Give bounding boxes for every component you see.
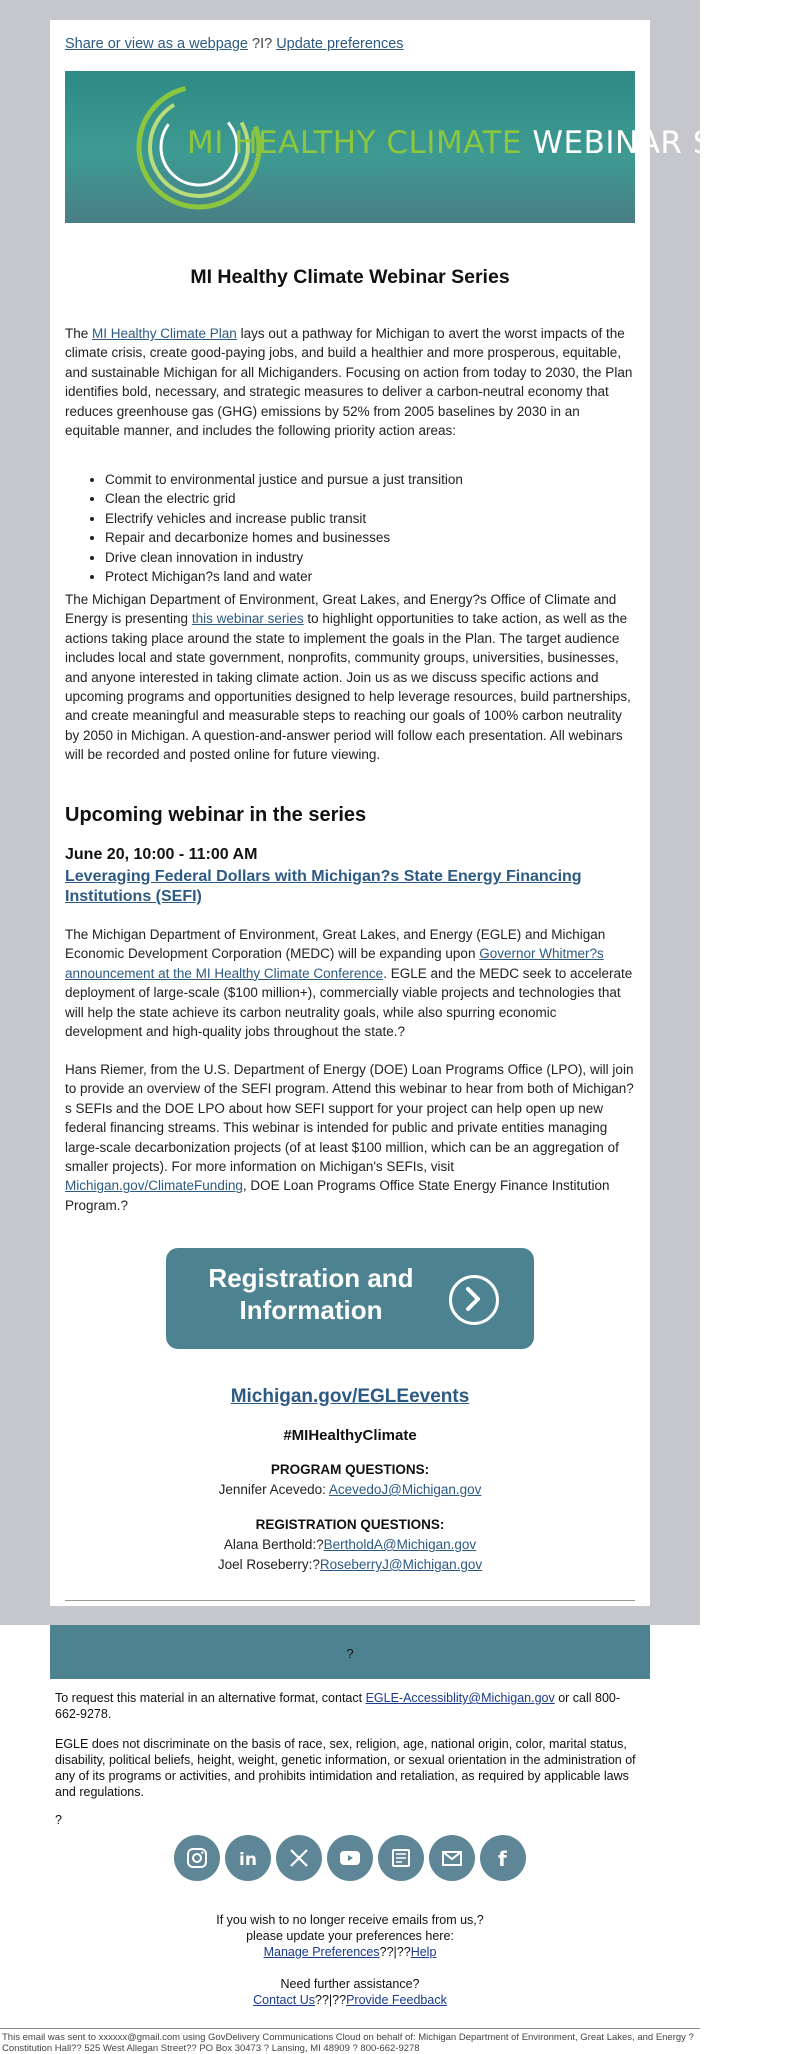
webinar-paragraph-2: Hans Riemer, from the U.S. Department of Energy (DOE) Loan Programs Office (LPO), will join to provide an overview of the SEFI program. Attend this webinar to hear from both of Michigan?s SEFIs and the DOE LPO about how SEFI support for your project can help open up new federal financing streams. This webinar is intended for public and private entities managing large-scale decarbonization projects (of at least $100 million, which can be an aggregation of smaller projects). For more information on Michigan's SEFIs, visit Michigan.gov/ClimateFunding, DOE Loan Programs Office State Energy Finance Institution Program.? [65, 1062, 634, 1213]
list-item: • Drive clean innovation in industry [105, 548, 645, 567]
accessibility-email-link[interactable]: EGLE-Accessiblity@Michigan.gov [365, 1691, 555, 1705]
webinar-date: June 20, 10:00 - 11:00 AM [65, 846, 258, 863]
list-item: • Protect Michigan?s land and water [105, 567, 645, 586]
instagram-icon[interactable] [174, 1835, 220, 1881]
svg-text:in: in [239, 1850, 257, 1870]
registration-questions-heading: REGISTRATION QUESTIONS: [255, 1517, 445, 1532]
intro-paragraph: The MI Healthy Climate Plan lays out a pathway for Michigan to avert the worst impacts of the climate crisis, create good-paying jobs, and build a healthier and more prosperous, equitable, and sustainable Michigan for all Michiganders. Focusing on action from today to 2030, the Plan identifies bold, necessary, and strategic measures to deliver a carbon-neutral economy that reduces greenhouse gas (GHG) emissions by 52% from 2005 baselines by 2030 in an equitable manner, and includes the following priority action areas: [65, 326, 633, 439]
help-link[interactable]: Help [410, 1945, 437, 1959]
list-item: • Repair and decarbonize homes and businesses [105, 528, 645, 547]
footer-band: ? [50, 1625, 650, 1679]
footer-divider [0, 2028, 700, 2029]
banner-title: MI HEALTHY CLIMATE WEBINAR SERIES [187, 125, 805, 161]
registration-contact-1: Alana Berthold:?BertholdA@Michigan.gov [223, 1537, 477, 1552]
sent-to-text: This email was sent to xxxxxx@gmail.com using GovDelivery Communications Cloud on behalf of: Michigan Department of Environment, Great Lakes, and Energy ? Constitution Hall?? 525 West Allegan Street?? PO Box 30473 ? Lansing, MI 48909 ? 800-662-9278 [2, 2032, 694, 2054]
unsubscribe-line-2: please update your preferences here: [246, 1929, 454, 1943]
plan-link[interactable]: MI Healthy Climate Plan [92, 326, 237, 341]
action-areas-list [65, 470, 645, 586]
svg-text:f: f [498, 1847, 507, 1871]
webinar-banner [65, 71, 805, 223]
registration-button[interactable] [166, 1248, 534, 1349]
email-card [50, 20, 805, 1606]
list-item: • Electrify vehicles and increase public transit [105, 509, 645, 528]
program-contact: Jennifer Acevedo: AcevedoJ@Michigan.gov [218, 1482, 482, 1497]
page-title: MI Healthy Climate Webinar Series [190, 266, 510, 288]
feedback-link[interactable]: Provide Feedback [346, 1993, 447, 2007]
alt-format-text: To request this material in an alternative format, contact EGLE-Accessiblity@Michigan.gov or call 800-662-9278. [55, 1691, 621, 1721]
webinar-title-link[interactable]: Leveraging Federal Dollars with Michigan?s State Energy Financing Institutions (SEFI) [65, 868, 582, 905]
share-webpage-link[interactable]: Share or view as a webpage [65, 36, 248, 52]
webinar-series-link[interactable]: this webinar series [191, 611, 304, 627]
series-paragraph: The Michigan Department of Environment, Great Lakes, and Energy?s Office of Climate and Energy is presenting this webinar series to highlight opportunities to take action, as well as the actions taking place around the state to implement the goals in the Plan. The target audience includes local and state government, nonprofits, community groups, universities, businesses, and anyone interested in taking climate action. Join us as we discuss specific actions and upcoming programs and opportunities designed to help leverage resources, build partnerships, and create meaningful and measurable steps to reaching our goals of 100% carbon neutrality by 2050 in Michigan. A question-and-answer period will follow each presentation. All webinars will be recorded and posted online for future viewing. [65, 592, 631, 763]
footer-stray: ? [55, 1813, 62, 1827]
unsubscribe-line-1: If you wish to no longer receive emails from us,? [216, 1913, 484, 1927]
contact-us-link[interactable]: Contact Us [253, 1993, 315, 2007]
hashtag: #MIHealthyClimate [283, 1427, 417, 1444]
assistance-links: Contact Us??|??Provide Feedback [253, 1993, 447, 2007]
email-icon[interactable] [429, 1835, 475, 1881]
preferences-links: Manage Preferences??|??Help [263, 1945, 437, 1959]
assistance-text: Need further assistance? [280, 1977, 420, 1991]
update-preferences-link[interactable]: Update preferences [276, 36, 404, 52]
list-item: • Commit to environmental justice and pursue a just transition [105, 470, 645, 489]
roseberry-email-link[interactable]: RoseberryJ@Michigan.gov [319, 1557, 483, 1572]
registration-button-label: Registration and Information [208, 1263, 414, 1325]
top-links [65, 36, 404, 52]
linkedin-icon[interactable] [225, 1835, 271, 1881]
top-separator: ?I? [247, 36, 277, 52]
x-icon[interactable] [276, 1835, 322, 1881]
social-icons [174, 1835, 534, 1883]
divider [65, 1600, 635, 1601]
news-icon[interactable] [378, 1835, 424, 1881]
facebook-icon[interactable] [480, 1835, 526, 1881]
youtube-icon[interactable] [327, 1835, 373, 1881]
registration-contact-2: Joel Roseberry:?RoseberryJ@Michigan.gov [217, 1557, 483, 1572]
list-item: • Clean the electric grid [105, 489, 645, 508]
climate-funding-link[interactable]: Michigan.gov/ClimateFunding [65, 1178, 243, 1194]
manage-preferences-link[interactable]: Manage Preferences [263, 1945, 380, 1959]
nondiscrimination-text: EGLE does not discriminate on the basis of race, sex, religion, age, national origin, color, marital status, disability, political beliefs, height, weight, genetic information, or sexual orientation in the administration of any of its programs or activities, and prohibits intimidation and retaliation, as required by applicable laws and regulations. [55, 1737, 636, 1799]
webinar-paragraph-1: The Michigan Department of Environment, Great Lakes, and Energy (EGLE) and Michigan Economic Development Corporation (MEDC) will be expanding upon Governor Whitmer?s announcement at the MI Healthy Climate Conference. EGLE and the MEDC seek to accelerate deployment of large-scale ($100 million+), commercially viable projects and technologies that will help the state achieve its carbon neutrality goals, while also spurring economic development and high-quality jobs throughout the state.? [65, 927, 633, 1040]
governor-announcement-link[interactable]: Governor Whitmer?s announcement at the MI Healthy Climate Conference [65, 946, 604, 981]
berthold-email-link[interactable]: BertholdA@Michigan.gov [323, 1537, 477, 1552]
upcoming-heading: Upcoming webinar in the series [65, 804, 367, 826]
program-questions-heading: PROGRAM QUESTIONS: [270, 1462, 430, 1477]
acevedo-email-link[interactable]: AcevedoJ@Michigan.gov [328, 1482, 482, 1497]
chevron-right-icon [449, 1275, 499, 1325]
egle-events-link[interactable]: Michigan.gov/EGLEevents [230, 1386, 470, 1407]
